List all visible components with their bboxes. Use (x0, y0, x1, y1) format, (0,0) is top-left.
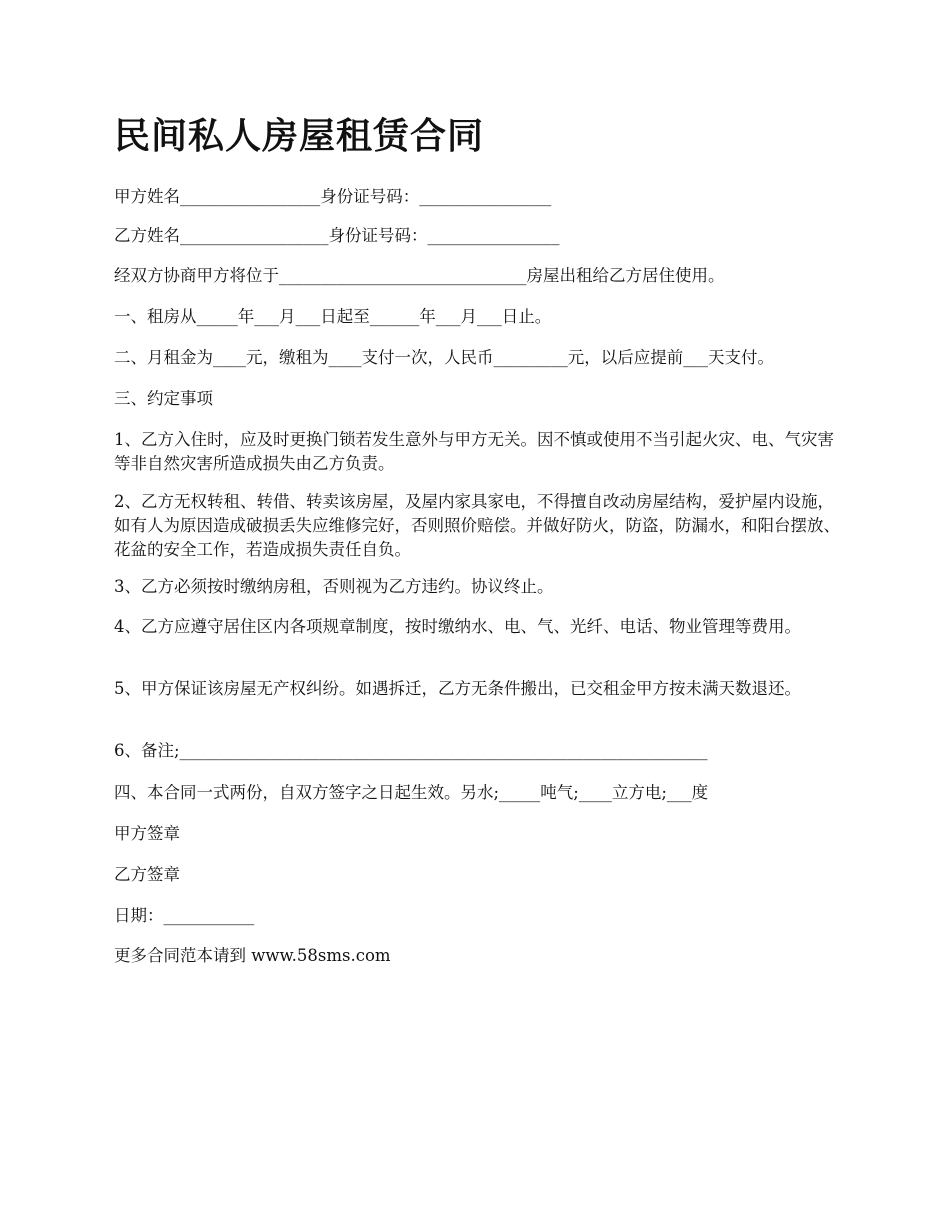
signature-party-b: 乙方签章 (114, 865, 180, 884)
signature-party-a: 甲方签章 (114, 824, 180, 843)
contract-document (114, 112, 874, 965)
intro-line: 经双方协商甲方将位于______________________________房屋出租给乙方居住使用。 (114, 266, 725, 285)
section-3-heading: 三、约定事项 (114, 389, 213, 408)
document-title: 民间私人房屋租赁合同 (114, 115, 485, 157)
section-1-term: 一、租房从_____年___月___日起至______年___月___日止。 (114, 307, 552, 326)
section-4-effect: 四、本合同一式两份，自双方签字之日起生效。另水;_____吨气;____立方电;___度 (114, 783, 709, 802)
item-5: 5、甲方保证该房屋无产权纠纷。如遇拆迁，乙方无条件搬出，已交租金甲方按未满天数退还。 (114, 679, 801, 698)
item-2: 2、乙方无权转租、转借、转卖该房屋，及屋内家具家电，不得擅自改动房屋结构，爱护屋内设施，如有人为原因造成破损丢失应维修完好，否则照价赔偿。并做好防火，防盗，防漏水，和阳台摆放、花盆的安全工作，若造成损失责任自负。 (114, 492, 840, 559)
footer-note: 更多合同范本请到 www.58sms.com (114, 946, 391, 965)
party-b-line: 乙方姓名__________________身份证号码：________________ (114, 226, 560, 245)
date-line: 日期：___________ (114, 906, 255, 925)
item-1: 1、乙方入住时，应及时更换门锁若发生意外与甲方无关。因不慎或使用不当引起火灾、电、气灾害等非自然灾害所造成损失由乙方负责。 (114, 430, 834, 473)
item-4: 4、乙方应遵守居住区内各项规章制度，按时缴纳水、电、气、光纤、电话、物业管理等费用。 (114, 617, 801, 636)
section-2-rent: 二、月租金为____元，缴租为____支付一次，人民币_________元，以后应提前___天支付。 (114, 348, 774, 367)
item-6-remarks: 6、备注;________________________________________________________________ (114, 741, 708, 760)
party-a-line: 甲方姓名_________________身份证号码：________________ (114, 187, 552, 206)
item-3: 3、乙方必须按时缴纳房租，否则视为乙方违约。协议终止。 (114, 577, 554, 596)
